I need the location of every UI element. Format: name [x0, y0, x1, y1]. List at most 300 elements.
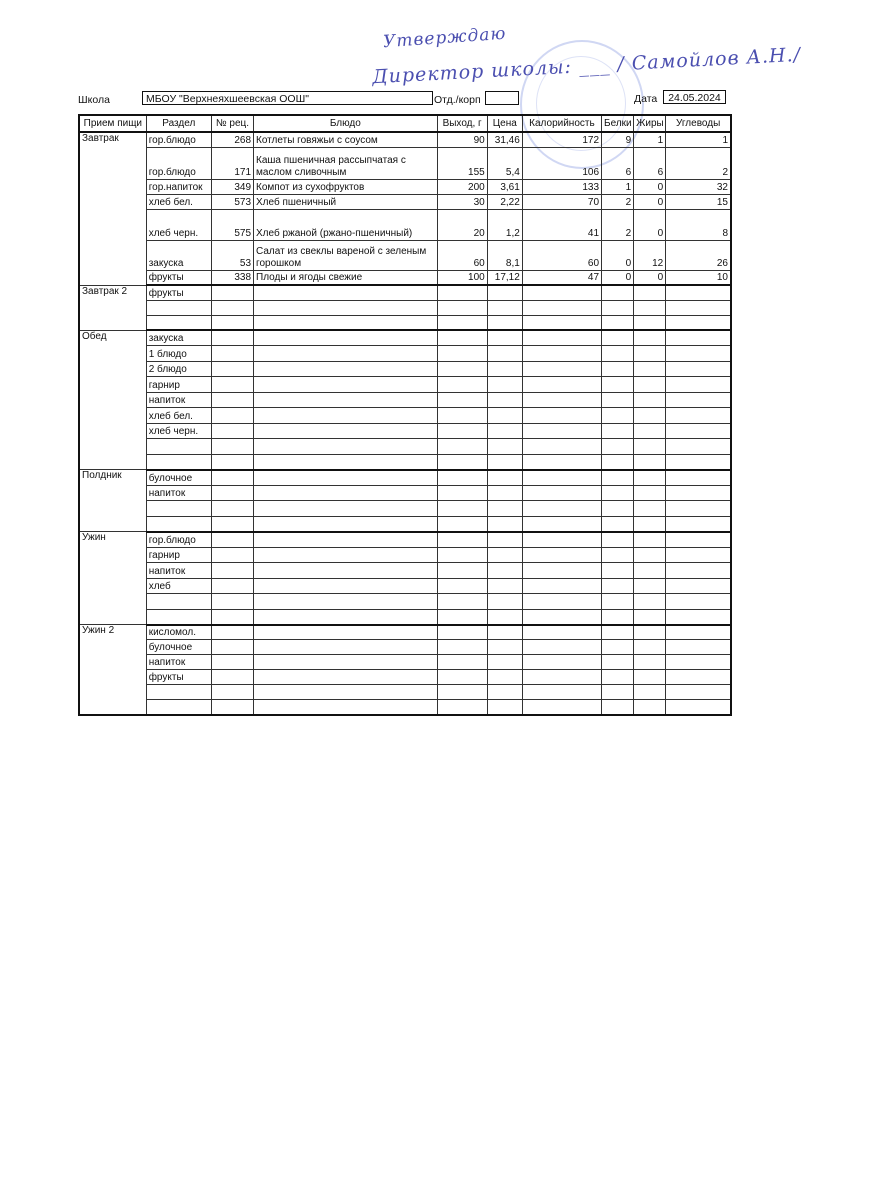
cell-price: 2,22 [487, 194, 522, 209]
empty-cell [634, 670, 666, 685]
school-field[interactable]: МБОУ "Верхнеяхшеевская ООШ" [142, 91, 433, 105]
table-row [79, 578, 731, 594]
empty-cell [254, 392, 438, 408]
empty-cell [522, 315, 601, 330]
cell-section: гор.блюдо [146, 532, 211, 548]
empty-cell [634, 315, 666, 330]
cell-carb: 10 [666, 270, 731, 285]
cell-section: 2 блюдо [146, 361, 211, 377]
empty-cell [522, 563, 601, 579]
cell-dish: Салат из свеклы вареной с зеленым горошком [254, 240, 438, 270]
empty-cell [487, 532, 522, 548]
empty-cell [666, 454, 731, 470]
meal-label: Ужин [79, 532, 146, 625]
table-row [79, 609, 731, 625]
empty-cell [211, 594, 253, 610]
table-row [79, 516, 731, 532]
cell-section [146, 454, 211, 470]
empty-cell [437, 423, 487, 439]
table-row [79, 285, 731, 300]
empty-cell [211, 685, 253, 700]
empty-cell [211, 392, 253, 408]
col-header: Белки [602, 115, 634, 132]
empty-cell [254, 285, 438, 300]
empty-cell [487, 470, 522, 486]
cell-price: 1,2 [487, 209, 522, 240]
empty-cell [211, 315, 253, 330]
cell-rec: 338 [211, 270, 253, 285]
cell-section: гор.блюдо [146, 147, 211, 179]
empty-cell [487, 392, 522, 408]
table-row [79, 454, 731, 470]
meal-label: Завтрак [79, 132, 146, 285]
empty-cell [254, 377, 438, 393]
empty-cell [487, 454, 522, 470]
empty-cell [634, 532, 666, 548]
cell-prot: 2 [602, 194, 634, 209]
empty-cell [634, 285, 666, 300]
empty-cell [634, 377, 666, 393]
empty-cell [211, 408, 253, 424]
empty-cell [602, 346, 634, 362]
cell-price: 17,12 [487, 270, 522, 285]
cell-fat: 6 [634, 147, 666, 179]
empty-cell [254, 563, 438, 579]
empty-cell [666, 532, 731, 548]
meal-label: Ужин 2 [79, 625, 146, 715]
cell-section: хлеб [146, 578, 211, 594]
cell-carb: 8 [666, 209, 731, 240]
empty-cell [602, 516, 634, 532]
empty-cell [487, 640, 522, 655]
empty-cell [634, 423, 666, 439]
empty-cell [602, 454, 634, 470]
table-row [79, 594, 731, 610]
empty-cell [522, 640, 601, 655]
cell-prot: 0 [602, 240, 634, 270]
empty-cell [602, 470, 634, 486]
empty-cell [211, 300, 253, 315]
menu-table [78, 114, 732, 716]
table-row [79, 361, 731, 377]
table-row [79, 315, 731, 330]
empty-cell [211, 361, 253, 377]
cell-rec: 53 [211, 240, 253, 270]
empty-cell [634, 361, 666, 377]
cell-section: 1 блюдо [146, 346, 211, 362]
empty-cell [211, 439, 253, 455]
table-row [79, 408, 731, 424]
col-header: Выход, г [437, 115, 487, 132]
empty-cell [254, 625, 438, 640]
empty-cell [254, 700, 438, 715]
cell-section [146, 685, 211, 700]
cell-cal: 47 [522, 270, 601, 285]
empty-cell [602, 439, 634, 455]
empty-cell [437, 670, 487, 685]
empty-cell [211, 640, 253, 655]
cell-section: напиток [146, 655, 211, 670]
cell-section: фрукты [146, 270, 211, 285]
cell-section [146, 609, 211, 625]
empty-cell [634, 300, 666, 315]
empty-cell [211, 423, 253, 439]
empty-cell [254, 361, 438, 377]
table-row [79, 700, 731, 715]
cell-section: напиток [146, 563, 211, 579]
meal-label: Обед [79, 330, 146, 470]
cell-out: 60 [437, 240, 487, 270]
cell-section: хлеб черн. [146, 209, 211, 240]
empty-cell [634, 640, 666, 655]
empty-cell [254, 408, 438, 424]
cell-carb: 2 [666, 147, 731, 179]
empty-cell [211, 330, 253, 346]
empty-cell [211, 670, 253, 685]
empty-cell [634, 408, 666, 424]
empty-cell [666, 408, 731, 424]
empty-cell [254, 594, 438, 610]
cell-fat: 1 [634, 132, 666, 147]
empty-cell [666, 361, 731, 377]
cell-rec: 349 [211, 179, 253, 194]
empty-cell [437, 454, 487, 470]
empty-cell [634, 547, 666, 563]
date-field[interactable]: 24.05.2024 [663, 90, 726, 104]
empty-cell [666, 640, 731, 655]
cell-dish: Котлеты говяжьи с соусом [254, 132, 438, 147]
cell-section: напиток [146, 485, 211, 501]
cell-fat: 12 [634, 240, 666, 270]
cell-prot: 9 [602, 132, 634, 147]
empty-cell [437, 439, 487, 455]
cell-out: 20 [437, 209, 487, 240]
meal-label: Завтрак 2 [79, 285, 146, 330]
table-row [79, 547, 731, 563]
table-row [79, 346, 731, 362]
empty-cell [211, 547, 253, 563]
empty-cell [211, 501, 253, 517]
empty-cell [634, 700, 666, 715]
empty-cell [634, 454, 666, 470]
empty-cell [211, 454, 253, 470]
empty-cell [522, 408, 601, 424]
cell-rec: 171 [211, 147, 253, 179]
cell-rec: 573 [211, 194, 253, 209]
empty-cell [437, 655, 487, 670]
empty-cell [211, 563, 253, 579]
empty-cell [487, 685, 522, 700]
cell-cal: 70 [522, 194, 601, 209]
table-row [79, 270, 731, 285]
cell-section [146, 700, 211, 715]
empty-cell [211, 516, 253, 532]
empty-cell [634, 501, 666, 517]
cell-section: гор.напиток [146, 179, 211, 194]
empty-cell [211, 346, 253, 362]
cell-price: 5,4 [487, 147, 522, 179]
cell-cal: 172 [522, 132, 601, 147]
empty-cell [437, 578, 487, 594]
empty-cell [602, 485, 634, 501]
empty-cell [522, 578, 601, 594]
approval-line-2: Директор школы: ___ / Самойлов А.Н./ [371, 43, 802, 89]
table-row [79, 194, 731, 209]
empty-cell [634, 625, 666, 640]
cell-section: гарнир [146, 547, 211, 563]
empty-cell [666, 346, 731, 362]
empty-cell [602, 315, 634, 330]
empty-cell [254, 423, 438, 439]
empty-cell [522, 470, 601, 486]
empty-cell [522, 285, 601, 300]
empty-cell [211, 377, 253, 393]
cell-carb: 15 [666, 194, 731, 209]
empty-cell [634, 470, 666, 486]
empty-cell [634, 563, 666, 579]
empty-cell [437, 516, 487, 532]
empty-cell [487, 655, 522, 670]
empty-cell [254, 640, 438, 655]
cell-cal: 106 [522, 147, 601, 179]
empty-cell [254, 547, 438, 563]
empty-cell [522, 346, 601, 362]
empty-cell [602, 685, 634, 700]
empty-cell [437, 361, 487, 377]
table-row [79, 147, 731, 179]
empty-cell [254, 501, 438, 517]
empty-cell [666, 609, 731, 625]
empty-cell [487, 625, 522, 640]
empty-cell [254, 330, 438, 346]
cell-dish: Хлеб ржаной (ржано-пшеничный) [254, 209, 438, 240]
empty-cell [487, 330, 522, 346]
empty-cell [602, 547, 634, 563]
empty-cell [437, 609, 487, 625]
cell-section [146, 516, 211, 532]
empty-cell [254, 609, 438, 625]
empty-cell [487, 361, 522, 377]
col-header: Жиры [634, 115, 666, 132]
empty-cell [522, 330, 601, 346]
cell-fat: 0 [634, 179, 666, 194]
table-row [79, 655, 731, 670]
empty-cell [634, 439, 666, 455]
empty-cell [254, 315, 438, 330]
empty-cell [602, 532, 634, 548]
table-row [79, 179, 731, 194]
empty-cell [487, 285, 522, 300]
empty-cell [487, 485, 522, 501]
table-row [79, 377, 731, 393]
cell-section [146, 439, 211, 455]
empty-cell [522, 423, 601, 439]
empty-cell [487, 377, 522, 393]
col-header: Калорийность [522, 115, 601, 132]
cell-section: булочное [146, 640, 211, 655]
col-header: Углеводы [666, 115, 731, 132]
empty-cell [666, 594, 731, 610]
cell-carb: 26 [666, 240, 731, 270]
empty-cell [602, 609, 634, 625]
cell-section: закуска [146, 240, 211, 270]
empty-cell [522, 501, 601, 517]
cell-dish: Каша пшеничная рассыпчатая с маслом сливочным [254, 147, 438, 179]
school-label: Школа [78, 94, 110, 106]
dept-label: Отд./корп [434, 94, 481, 106]
cell-dish: Компот из сухофруктов [254, 179, 438, 194]
empty-cell [487, 594, 522, 610]
empty-cell [634, 594, 666, 610]
cell-section [146, 300, 211, 315]
table-row [79, 501, 731, 517]
empty-cell [437, 470, 487, 486]
empty-cell [211, 285, 253, 300]
empty-cell [522, 625, 601, 640]
table-row [79, 640, 731, 655]
table-header-row [79, 115, 731, 132]
table-row [79, 625, 731, 640]
empty-cell [487, 547, 522, 563]
empty-cell [602, 594, 634, 610]
approval-line-1: Утверждаю [382, 23, 508, 53]
empty-cell [211, 578, 253, 594]
empty-cell [437, 700, 487, 715]
table-row [79, 330, 731, 346]
table-row [79, 209, 731, 240]
empty-cell [666, 470, 731, 486]
empty-cell [666, 563, 731, 579]
dept-field[interactable] [485, 91, 519, 105]
cell-carb: 1 [666, 132, 731, 147]
empty-cell [522, 516, 601, 532]
empty-cell [487, 439, 522, 455]
empty-cell [254, 685, 438, 700]
empty-cell [602, 640, 634, 655]
empty-cell [254, 470, 438, 486]
empty-cell [666, 300, 731, 315]
empty-cell [437, 594, 487, 610]
empty-cell [437, 485, 487, 501]
empty-cell [522, 609, 601, 625]
table-body [79, 132, 731, 715]
table-row [79, 670, 731, 685]
empty-cell [602, 501, 634, 517]
empty-cell [602, 700, 634, 715]
empty-cell [211, 470, 253, 486]
empty-cell [437, 547, 487, 563]
empty-cell [666, 685, 731, 700]
empty-cell [602, 625, 634, 640]
empty-cell [437, 625, 487, 640]
empty-cell [254, 300, 438, 315]
cell-section: фрукты [146, 285, 211, 300]
empty-cell [666, 315, 731, 330]
empty-cell [437, 640, 487, 655]
empty-cell [437, 285, 487, 300]
empty-cell [522, 685, 601, 700]
cell-dish: Хлеб пшеничный [254, 194, 438, 209]
empty-cell [634, 392, 666, 408]
empty-cell [666, 655, 731, 670]
empty-cell [666, 485, 731, 501]
cell-out: 155 [437, 147, 487, 179]
cell-section: закуска [146, 330, 211, 346]
empty-cell [666, 625, 731, 640]
empty-cell [666, 392, 731, 408]
cell-rec: 268 [211, 132, 253, 147]
empty-cell [487, 408, 522, 424]
cell-section [146, 501, 211, 517]
table-row [79, 563, 731, 579]
empty-cell [211, 655, 253, 670]
empty-cell [666, 285, 731, 300]
empty-cell [522, 655, 601, 670]
empty-cell [211, 700, 253, 715]
empty-cell [522, 547, 601, 563]
table-row [79, 423, 731, 439]
cell-rec: 575 [211, 209, 253, 240]
empty-cell [602, 300, 634, 315]
empty-cell [211, 485, 253, 501]
cell-cal: 133 [522, 179, 601, 194]
cell-cal: 60 [522, 240, 601, 270]
cell-carb: 32 [666, 179, 731, 194]
cell-prot: 0 [602, 270, 634, 285]
cell-fat: 0 [634, 270, 666, 285]
empty-cell [522, 439, 601, 455]
empty-cell [437, 346, 487, 362]
empty-cell [254, 485, 438, 501]
empty-cell [666, 330, 731, 346]
table-row [79, 532, 731, 548]
empty-cell [437, 501, 487, 517]
empty-cell [602, 330, 634, 346]
cell-out: 200 [437, 179, 487, 194]
cell-price: 8,1 [487, 240, 522, 270]
empty-cell [522, 377, 601, 393]
empty-cell [522, 454, 601, 470]
empty-cell [437, 408, 487, 424]
empty-cell [666, 423, 731, 439]
col-header: № рец. [211, 115, 253, 132]
cell-cal: 41 [522, 209, 601, 240]
empty-cell [634, 609, 666, 625]
cell-section: хлеб бел. [146, 194, 211, 209]
cell-section: фрукты [146, 670, 211, 685]
date-label: Дата [634, 93, 658, 105]
empty-cell [254, 346, 438, 362]
cell-section: гарнир [146, 377, 211, 393]
cell-fat: 0 [634, 209, 666, 240]
empty-cell [522, 392, 601, 408]
meal-label: Полдник [79, 470, 146, 532]
empty-cell [437, 300, 487, 315]
empty-cell [522, 300, 601, 315]
empty-cell [487, 423, 522, 439]
empty-cell [437, 392, 487, 408]
empty-cell [666, 439, 731, 455]
empty-cell [211, 609, 253, 625]
empty-cell [487, 700, 522, 715]
empty-cell [254, 655, 438, 670]
cell-out: 100 [437, 270, 487, 285]
cell-prot: 2 [602, 209, 634, 240]
empty-cell [634, 578, 666, 594]
empty-cell [602, 392, 634, 408]
empty-cell [602, 408, 634, 424]
cell-section: кисломол. [146, 625, 211, 640]
